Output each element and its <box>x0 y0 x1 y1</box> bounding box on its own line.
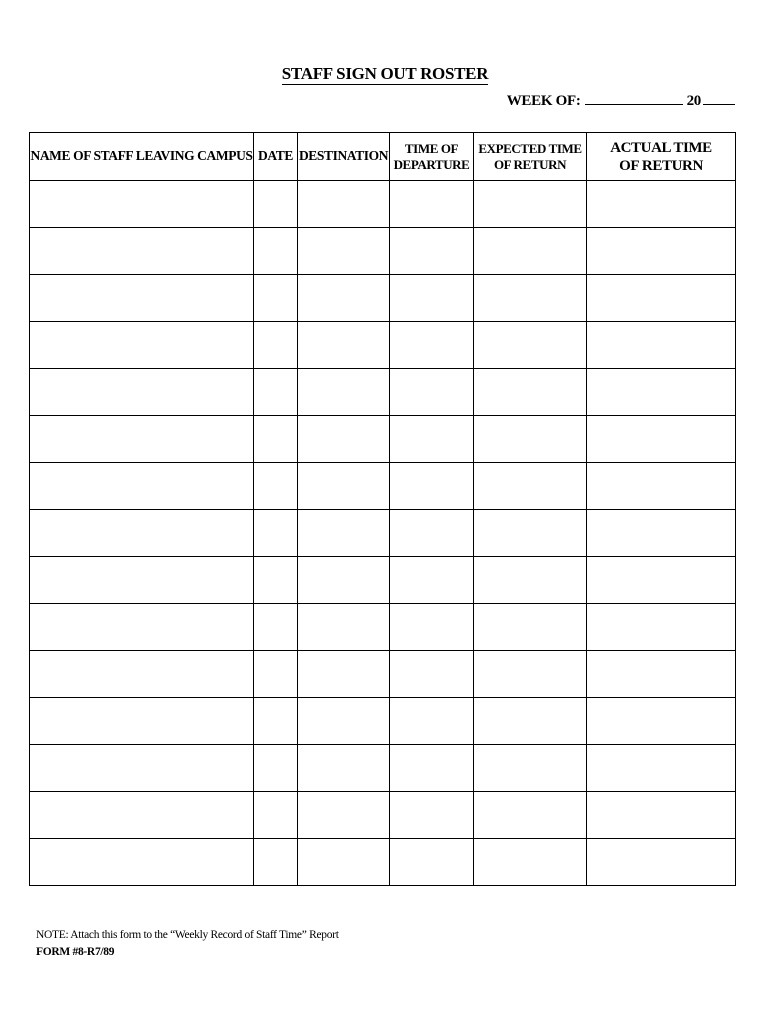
table-row <box>30 416 736 463</box>
name-cell[interactable] <box>30 322 254 369</box>
expected-return-cell[interactable] <box>474 228 587 275</box>
actual-return-cell[interactable] <box>587 510 736 557</box>
destination-cell[interactable] <box>298 369 390 416</box>
destination-cell[interactable] <box>298 416 390 463</box>
actual-return-cell[interactable] <box>587 604 736 651</box>
table-row <box>30 228 736 275</box>
name-cell[interactable] <box>30 181 254 228</box>
expected-return-cell[interactable] <box>474 792 587 839</box>
week-of-blank[interactable] <box>585 90 683 105</box>
date-cell[interactable] <box>254 698 298 745</box>
table-row <box>30 745 736 792</box>
expected-return-cell[interactable] <box>474 745 587 792</box>
header-actual-time-of-return: ACTUAL TIME OF RETURN <box>587 133 736 181</box>
actual-return-cell[interactable] <box>587 745 736 792</box>
destination-cell[interactable] <box>298 792 390 839</box>
form-title <box>0 64 770 84</box>
table-row <box>30 651 736 698</box>
week-of-field <box>507 90 735 110</box>
actual-return-cell[interactable] <box>587 839 736 886</box>
table-row <box>30 698 736 745</box>
header-time-of-departure: TIME OF DEPARTURE <box>390 133 474 181</box>
date-cell[interactable] <box>254 839 298 886</box>
destination-cell[interactable] <box>298 698 390 745</box>
header-expected-time-of-return: EXPECTED TIME OF RETURN <box>474 133 587 181</box>
table-row <box>30 557 736 604</box>
departure-time-cell[interactable] <box>390 322 474 369</box>
departure-time-cell[interactable] <box>390 698 474 745</box>
actual-return-cell[interactable] <box>587 181 736 228</box>
year-blank[interactable] <box>703 90 735 105</box>
date-cell[interactable] <box>254 557 298 604</box>
departure-time-cell[interactable] <box>390 651 474 698</box>
form-title-text: STAFF SIGN OUT ROSTER <box>281 64 489 83</box>
name-cell[interactable] <box>30 369 254 416</box>
departure-time-cell[interactable] <box>390 181 474 228</box>
date-cell[interactable] <box>254 228 298 275</box>
sign-out-table <box>29 132 736 886</box>
departure-time-cell[interactable] <box>390 557 474 604</box>
table-row <box>30 604 736 651</box>
destination-cell[interactable] <box>298 557 390 604</box>
date-cell[interactable] <box>254 275 298 322</box>
destination-cell[interactable] <box>298 651 390 698</box>
date-cell[interactable] <box>254 369 298 416</box>
actual-return-cell[interactable] <box>587 228 736 275</box>
year-prefix: 20 <box>686 93 701 109</box>
name-cell[interactable] <box>30 651 254 698</box>
table-row <box>30 839 736 886</box>
footer-note: NOTE: Attach this form to the “Weekly Record of Staff Time” Report <box>36 929 339 941</box>
expected-return-cell[interactable] <box>474 275 587 322</box>
date-cell[interactable] <box>254 181 298 228</box>
departure-time-cell[interactable] <box>390 275 474 322</box>
actual-return-cell[interactable] <box>587 275 736 322</box>
name-cell[interactable] <box>30 839 254 886</box>
date-cell[interactable] <box>254 745 298 792</box>
actual-return-cell[interactable] <box>587 369 736 416</box>
expected-return-cell[interactable] <box>474 651 587 698</box>
departure-time-cell[interactable] <box>390 792 474 839</box>
header-row <box>30 133 736 181</box>
destination-cell[interactable] <box>298 275 390 322</box>
departure-time-cell[interactable] <box>390 463 474 510</box>
actual-return-cell[interactable] <box>587 651 736 698</box>
form-number: FORM #8-R7/89 <box>36 946 115 958</box>
table-row <box>30 792 736 839</box>
date-cell[interactable] <box>254 416 298 463</box>
table-row <box>30 275 736 322</box>
table-row <box>30 181 736 228</box>
expected-return-cell[interactable] <box>474 416 587 463</box>
expected-return-cell[interactable] <box>474 604 587 651</box>
expected-return-cell[interactable] <box>474 557 587 604</box>
destination-cell[interactable] <box>298 745 390 792</box>
destination-cell[interactable] <box>298 604 390 651</box>
destination-cell[interactable] <box>298 181 390 228</box>
departure-time-cell[interactable] <box>390 416 474 463</box>
actual-return-cell[interactable] <box>587 322 736 369</box>
departure-time-cell[interactable] <box>390 228 474 275</box>
actual-return-cell[interactable] <box>587 557 736 604</box>
name-cell[interactable] <box>30 557 254 604</box>
departure-time-cell[interactable] <box>390 510 474 557</box>
name-cell[interactable] <box>30 275 254 322</box>
destination-cell[interactable] <box>298 839 390 886</box>
date-cell[interactable] <box>254 322 298 369</box>
header-date: DATE <box>254 133 298 181</box>
destination-cell[interactable] <box>298 510 390 557</box>
destination-cell[interactable] <box>298 322 390 369</box>
name-cell[interactable] <box>30 510 254 557</box>
departure-time-cell[interactable] <box>390 604 474 651</box>
name-cell[interactable] <box>30 604 254 651</box>
destination-cell[interactable] <box>298 228 390 275</box>
actual-return-cell[interactable] <box>587 792 736 839</box>
header-name-of-staff: NAME OF STAFF LEAVING CAMPUS <box>30 133 254 181</box>
expected-return-cell[interactable] <box>474 839 587 886</box>
departure-time-cell[interactable] <box>390 369 474 416</box>
date-cell[interactable] <box>254 510 298 557</box>
actual-return-cell[interactable] <box>587 416 736 463</box>
name-cell[interactable] <box>30 228 254 275</box>
expected-return-cell[interactable] <box>474 463 587 510</box>
actual-return-cell[interactable] <box>587 463 736 510</box>
table-row <box>30 463 736 510</box>
header-destination: DESTINATION <box>298 133 390 181</box>
name-cell[interactable] <box>30 745 254 792</box>
date-cell[interactable] <box>254 463 298 510</box>
table-row <box>30 322 736 369</box>
table-row <box>30 510 736 557</box>
expected-return-cell[interactable] <box>474 369 587 416</box>
week-of-label: WEEK OF: <box>506 93 581 109</box>
departure-time-cell[interactable] <box>390 839 474 886</box>
table-row <box>30 369 736 416</box>
name-cell[interactable] <box>30 792 254 839</box>
departure-time-cell[interactable] <box>390 745 474 792</box>
expected-return-cell[interactable] <box>474 510 587 557</box>
date-cell[interactable] <box>254 651 298 698</box>
destination-cell[interactable] <box>298 463 390 510</box>
table-body <box>30 181 736 886</box>
expected-return-cell[interactable] <box>474 322 587 369</box>
name-cell[interactable] <box>30 698 254 745</box>
actual-return-cell[interactable] <box>587 698 736 745</box>
name-cell[interactable] <box>30 416 254 463</box>
name-cell[interactable] <box>30 463 254 510</box>
date-cell[interactable] <box>254 792 298 839</box>
expected-return-cell[interactable] <box>474 698 587 745</box>
date-cell[interactable] <box>254 604 298 651</box>
expected-return-cell[interactable] <box>474 181 587 228</box>
